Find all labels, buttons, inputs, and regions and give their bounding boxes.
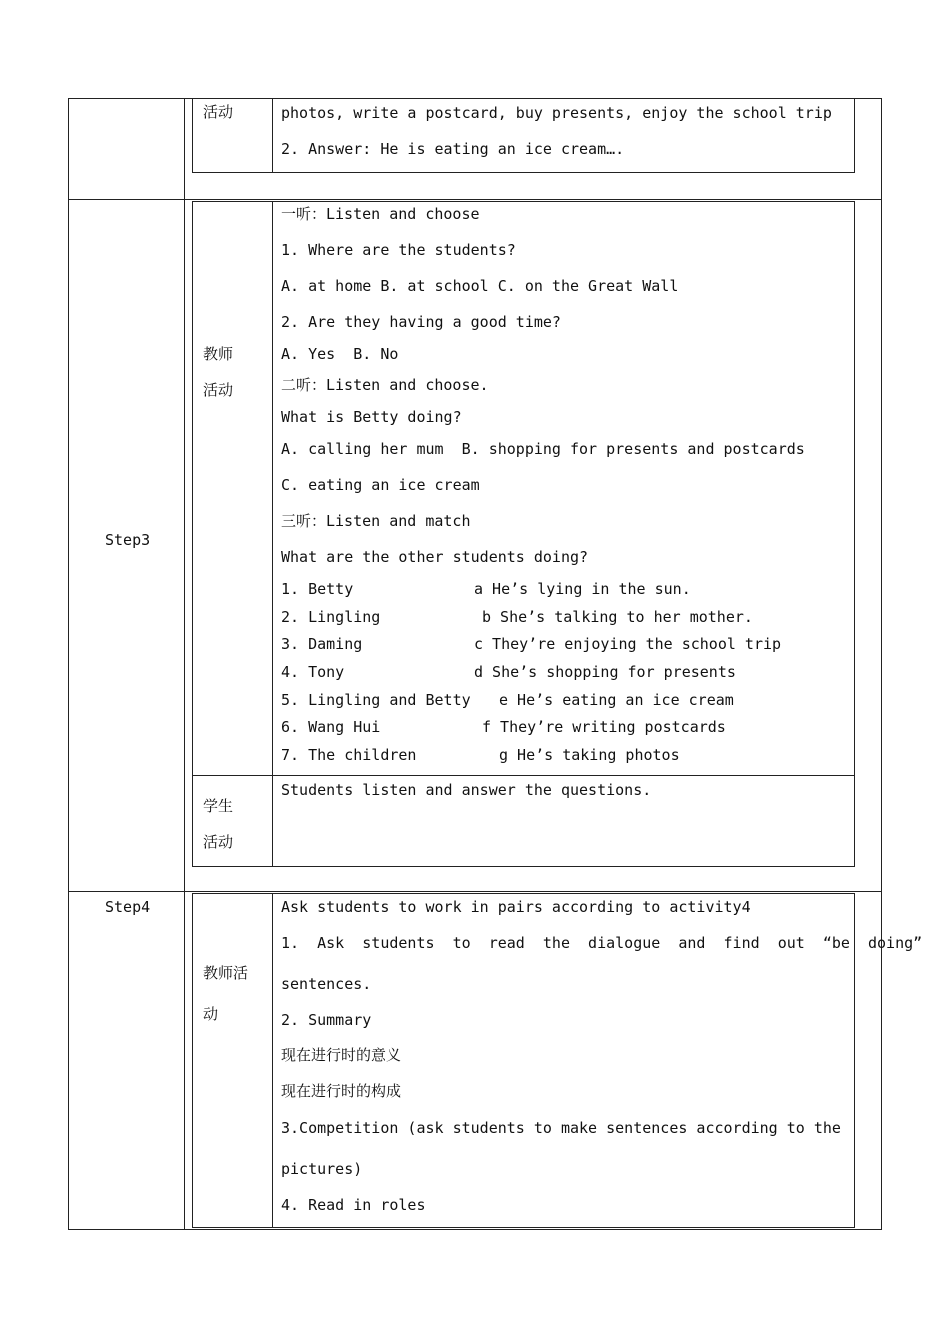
task-line: 4. Read in roles [281,1196,426,1214]
match-left-item: 5. Lingling and Betty [281,691,471,709]
inner-label-divider [272,893,273,1228]
outer-row-divider [68,891,882,892]
outer-row-divider [68,199,882,200]
task-line: 1. Ask students to read the dialogue and find out “be doing” [281,934,923,952]
teacher-activity-label: 活动 [203,381,234,399]
match-left-item: 4. Tony [281,663,345,681]
options-line: A. calling her mum B. shopping for presents and postcards [281,440,805,458]
question-line: What are the other students doing? [281,548,589,566]
teacher-activity-label: 教师活 [203,964,249,982]
task-line: 2. Summary [281,1011,372,1029]
match-right-item: e He’s eating an ice cream [499,691,734,709]
activity-line: 2. Answer: He is eating an ice cream…. [281,140,625,158]
listen-task-heading: 三听：Listen and match [281,512,471,530]
listen-task-heading: 一听：Listen and choose [281,205,480,223]
inner-label-divider [272,98,273,173]
activity-label: 活动 [203,103,234,121]
outer-top-border [68,98,882,99]
student-activity-label: 学生 [203,797,234,815]
question-line: What is Betty doing? [281,408,462,426]
inner-label-divider [272,201,273,867]
question-line: 1. Where are the students? [281,241,516,259]
inner-bottom-border [192,172,855,173]
match-left-item: 1. Betty [281,580,354,598]
options-line: C. eating an ice cream [281,476,480,494]
inner-right-border [854,98,855,173]
match-right-item: b She’s talking to her mother. [482,608,753,626]
match-left-item: 2. Lingling [281,608,381,626]
match-left-item: 7. The children [281,746,417,764]
activity-line: photos, write a postcard, buy presents, enjoy the school trip [281,104,832,122]
step-label: Step3 [105,531,151,549]
task-line: pictures) [281,1160,363,1178]
match-right-item: c They’re enjoying the school trip [474,635,782,653]
inner-left-border [192,201,193,867]
teacher-activity-label: 教师 [203,345,234,363]
inner-left-border [192,893,193,1228]
question-line: 2. Are they having a good time? [281,313,561,331]
teacher-activity-label: 动 [203,1005,219,1023]
match-left-item: 3. Daming [281,635,363,653]
task-line: 现在进行时的构成 [281,1082,402,1100]
step-column-divider [184,98,185,1230]
match-right-item: f They’re writing postcards [482,718,726,736]
inner-row-divider [192,775,855,776]
inner-right-border [854,201,855,867]
match-right-item: a He’s lying in the sun. [474,580,691,598]
outer-bottom-border [68,1229,882,1230]
inner-bottom-border [192,1227,855,1228]
listen-task-heading: 二听：Listen and choose. [281,376,489,394]
match-right-item: g He’s taking photos [499,746,680,764]
outer-right-border [881,98,882,1230]
task-line: 现在进行时的意义 [281,1046,402,1064]
inner-left-border [192,98,193,173]
outer-left-border [68,98,69,1230]
options-line: A. Yes B. No [281,345,399,363]
inner-bottom-border [192,866,855,867]
inner-top-border [192,201,855,202]
match-right-item: d She’s shopping for presents [474,663,736,681]
task-line: Ask students to work in pairs according to activity4 [281,898,751,916]
student-activity-text: Students listen and answer the questions. [281,781,652,799]
student-activity-label: 活动 [203,833,234,851]
options-line: A. at home B. at school C. on the Great Wall [281,277,679,295]
step-label: Step4 [105,898,151,916]
match-left-item: 6. Wang Hui [281,718,381,736]
inner-top-border [192,893,855,894]
task-line: sentences. [281,975,372,993]
task-line: 3.Competition (ask students to make sentences according to the [281,1119,841,1137]
